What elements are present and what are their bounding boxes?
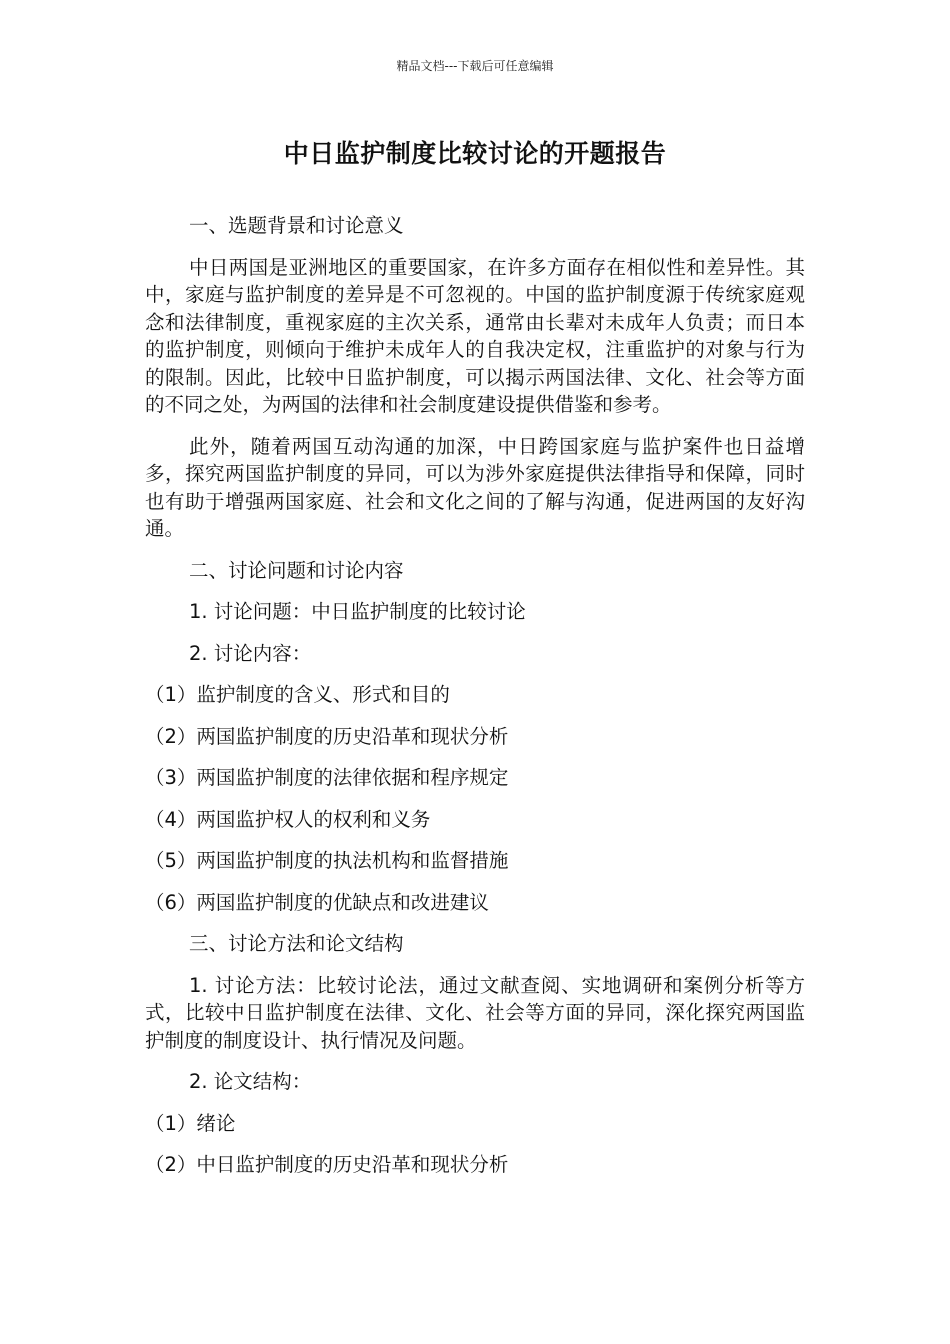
section3-method: 1. 讨论方法：比较讨论法，通过文献查阅、实地调研和案例分析等方式，比较中日监护制度在法律、文化、社会等方面的异同，深化探究两国监护制度的制度设计、执行情况及问题。 <box>145 973 805 1052</box>
page-header: 精品文档---下载后可任意编辑 <box>396 59 554 73</box>
section2-item-1: 1. 讨论问题：中日监护制度的比较讨论 <box>189 600 526 623</box>
section2-subitem: （4）两国监护权人的权利和义务 <box>145 807 431 831</box>
section1-paragraph-1: 中日两国是亚洲地区的重要国家，在许多方面存在相似性和差异性。其中，家庭与监护制度的差异是不可忽视的。中国的监护制度源于传统家庭观念和法律制度，重视家庭的主次关系，通常由长辈对未成年人负责；而日本的监护制度，则倾向于维护未成年人的自我决定权，注重监护的对象与行为的限制。因此，比较中日监护制度，可以揭示两国法律、文化、社会等方面的不同之处，为两国的法律和社会制度建设提供借鉴和参考。 <box>145 255 805 416</box>
section3-subitem: （1）绪论 <box>145 1111 236 1135</box>
section3-structure-label: 2. 论文结构： <box>189 1070 312 1093</box>
document-body <box>145 212 805 1193</box>
section2-subitem: （1）监护制度的含义、形式和目的 <box>145 683 450 706</box>
section2-heading: 二、讨论问题和讨论内容 <box>189 558 404 582</box>
document-title: 中日监护制度比较讨论的开题报告 <box>283 139 667 168</box>
section1-heading: 一、选题背景和讨论意义 <box>189 214 404 237</box>
section2-subitem: （2）两国监护制度的历史沿革和现状分析 <box>145 724 509 748</box>
section1-paragraph-2: 此外，随着两国互动沟通的加深，中日跨国家庭与监护案件也日益增多，探究两国监护制度的异同，可以为涉外家庭提供法律指导和保障，同时也有助于增强两国家庭、社会和文化之间的了解与沟通，促进两国的友好沟通。 <box>145 434 805 540</box>
section2-item-2: 2. 讨论内容： <box>189 641 312 665</box>
section2-subitem: （3）两国监护制度的法律依据和程序规定 <box>145 766 509 789</box>
section3-subitem: （2）中日监护制度的历史沿革和现状分析 <box>145 1153 509 1176</box>
section3-heading: 三、讨论方法和论文结构 <box>189 932 404 955</box>
section2-subitem: （5）两国监护制度的执法机构和监督措施 <box>145 849 509 872</box>
section2-subitem: （6）两国监护制度的优缺点和改进建议 <box>145 890 489 914</box>
